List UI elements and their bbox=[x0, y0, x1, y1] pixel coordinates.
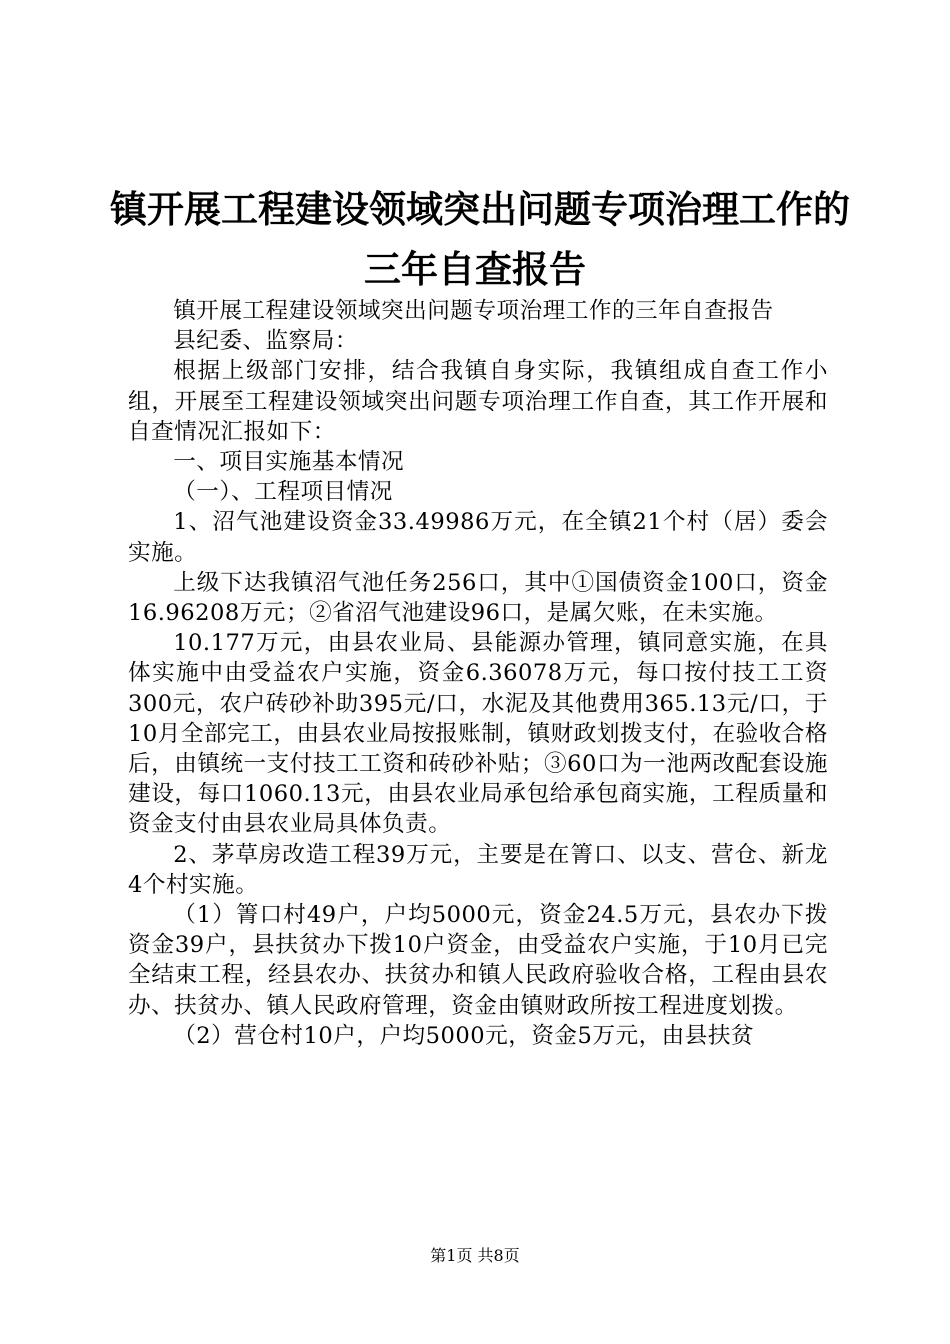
body-paragraph: 上级下达我镇沼气池任务256口，其中①国债资金100口，资金16.96208万元；②省沼气池建设96口，是属欠账，在未实施。 bbox=[128, 569, 828, 627]
subsection-heading-1: （一）、工程项目情况 bbox=[173, 479, 393, 506]
body-paragraph: （1）箐口村49户，户均5000元，资金24.5万元，县农办下拨资金39户，县扶贫办下拨10户资金，由受益农户实施，于10月已完全结束工程，经县农办、扶贫办和镇人民政府验收合格，工程由县农办、扶贫办、镇人民政府管理，资金由镇财政所按工程进度划拨。 bbox=[128, 902, 828, 1019]
body-paragraph: 2、茅草房改造工程39万元，主要是在箐口、以支、营仓、新龙4个村实施。 bbox=[128, 841, 828, 898]
body-paragraph: 10.177万元，由县农业局、县能源办管理，镇同意实施，在具体实施中由受益农户实施，资金6.36078万元，每口按付技工工资300元，农户砖砂补助395元/口，水泥及其他费用365.13元/口，于10月全部完工，由县农业局按报账制，镇财政划拨支付，在验收合格后，由镇统一支付技工工资和砖砂补贴；③60口为一池两改配套设施建设，每口1060.13元，由县农业局承包给承包商实施，工程质量和资金支付由县农业局具体负责。 bbox=[128, 630, 828, 838]
document-title-line-2: 三年自查报告 bbox=[364, 248, 586, 291]
body-paragraph-intro: 根据上级部门安排，结合我镇自身实际，我镇组成自查工作小组，开展至工程建设领域突出问题专项治理工作自查，其工作开展和自查情况汇报如下： bbox=[128, 358, 828, 445]
section-heading-1: 一、项目实施基本情况 bbox=[173, 449, 405, 476]
body-paragraph: 1、沼气池建设资金33.49986万元，在全镇21个村（居）委会实施。 bbox=[128, 509, 828, 566]
body-paragraph-recipient: 县纪委、监察局： bbox=[173, 328, 358, 355]
page-number-footer: 第1页 共8页 bbox=[430, 1246, 520, 1265]
document-title-line-1: 镇开展工程建设领域突出问题专项治理工作的 bbox=[110, 188, 850, 231]
body-paragraph-heading: 镇开展工程建设领域突出问题专项治理工作的三年自查报告 bbox=[173, 298, 774, 324]
body-paragraph: （2）营仓村10户，户均5000元，资金5万元，由县扶贫 bbox=[173, 1022, 755, 1049]
document-body bbox=[128, 296, 828, 1051]
